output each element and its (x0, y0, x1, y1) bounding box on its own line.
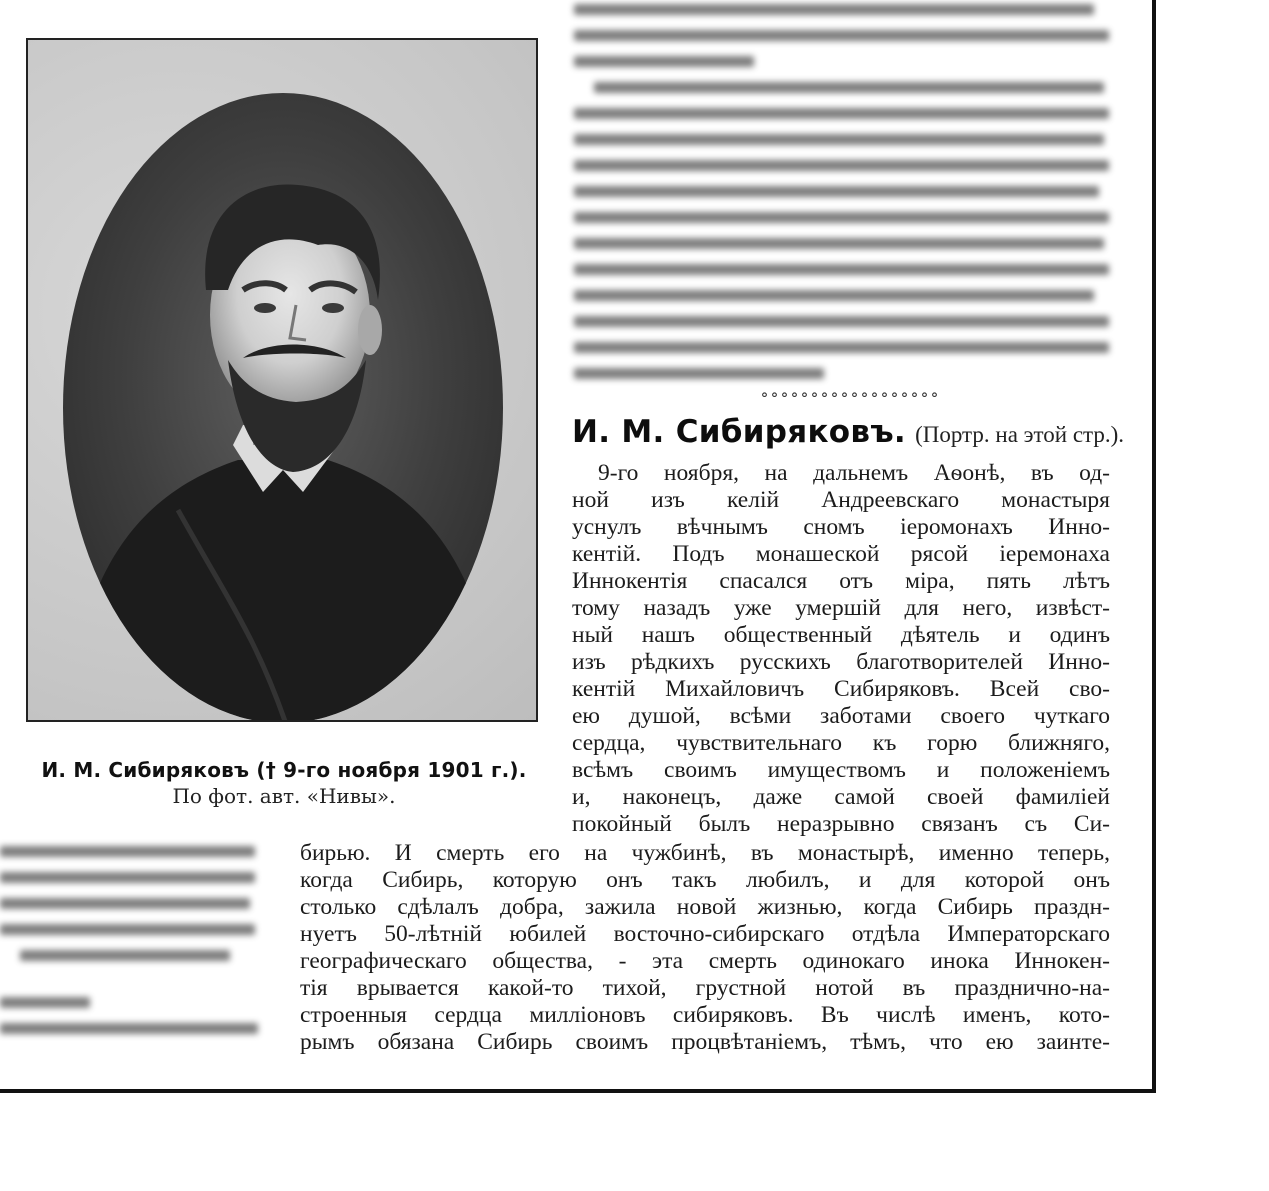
article-line: и, наконецъ, даже самой своей фамиліей (572, 784, 1110, 810)
article-line: уснулъ вѣчнымъ сномъ іеромонахъ Инно- (572, 514, 1110, 540)
article-headline (572, 414, 1124, 450)
article-line: нуетъ 50-лѣтній юбилей восточно-сибирскаго отдѣла Императорскаго (300, 921, 1110, 947)
article-line: 9-го ноября, на дальнемъ Аѳонѣ, въ од- (598, 460, 1110, 486)
article-line: тому назадъ уже умершій для него, извѣст- (572, 595, 1110, 621)
article-line: строенныя сердца милліоновъ сибиряковъ. Въ числѣ именъ, кото- (300, 1002, 1110, 1028)
article-line: ной изъ келій Андреевскаго монастыря (572, 487, 1110, 513)
article-line: ею душой, всѣми заботами своего чуткаго (572, 703, 1110, 729)
page-frame-right (1152, 0, 1156, 1093)
blurred-text-top (574, 4, 1114, 394)
blurred-text-left (0, 846, 262, 1049)
article-line: географическаго общества, - эта смерть одинокаго инока Иннокен- (300, 948, 1110, 974)
portrait-photo (26, 38, 538, 722)
article-line: столько сдѣлалъ добра, зажила новой жизнью, когда Сибирь праздн- (300, 894, 1110, 920)
article-line: рымъ обязана Сибирь своимъ процвѣтаніемъ, тѣмъ, что ею заинте- (300, 1029, 1110, 1055)
portrait-caption (24, 758, 544, 808)
article-line: кентій Михайловичъ Сибиряковъ. Всей сво- (572, 676, 1110, 702)
article-line: кентій. Подъ монашеской рясой іеремонаха (572, 541, 1110, 567)
article-line: изъ рѣдкихъ русскихъ благотворителей Инно- (572, 649, 1110, 675)
headline-note: (Портр. на этой стр.). (915, 422, 1125, 447)
article-line: ный нашъ общественный дѣятель и одинъ (572, 622, 1110, 648)
article-line: когда Сибирь, которую онъ такъ любилъ, и для которой онъ (300, 867, 1110, 893)
article-line: покойный былъ неразрывно связанъ съ Си- (572, 811, 1110, 837)
article-line: сердца, чувствительнаго къ горю ближняго, (572, 730, 1110, 756)
caption-title: И. М. Сибиряковъ († 9-го ноября 1901 г.). (41, 758, 527, 782)
article-line: тія врывается какой-то тихой, грустной нотой въ празднично-на- (300, 975, 1110, 1001)
portrait-illustration (28, 40, 536, 720)
article-line: Иннокентія спасался отъ міра, пять лѣтъ (572, 568, 1110, 594)
section-ornament: ˚˚˚˚˚˚˚˚˚˚˚˚˚˚˚˚˚˚ (760, 392, 940, 413)
article-line: бирью. И смерть его на чужбинѣ, въ монастырѣ, именно теперь, (300, 840, 1110, 866)
headline-name: И. М. Сибиряковъ. (572, 414, 906, 450)
page-frame-bottom (0, 1089, 1156, 1093)
caption-credit: По фот. авт. «Нивы». (172, 784, 396, 808)
article-line: всѣмъ своимъ имуществомъ и положеніемъ (572, 757, 1110, 783)
